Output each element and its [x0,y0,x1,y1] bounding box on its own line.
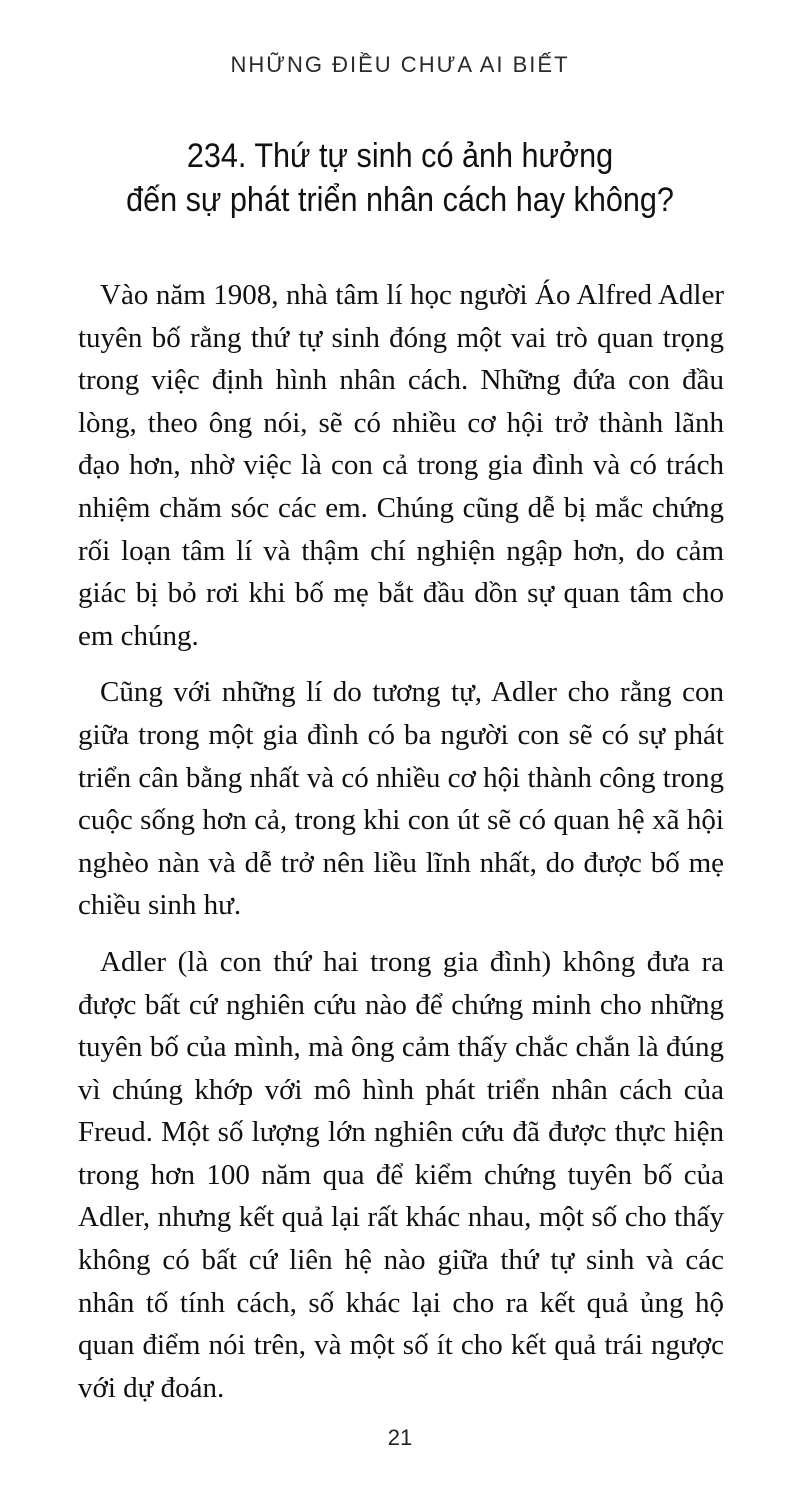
paragraph-2: Cũng với những lí do tương tự, Adler cho rằng con giữa trong một gia đình có ba người con sẽ có sự phát triển cân bằng nhất và có nhiều cơ hội thành công trong cuộc sống hơn cả, trong khi con út sẽ có quan hệ xã hội nghèo nàn và dễ trở nên liều lĩnh nhất, do được bố mẹ chiều sinh hư. [78,676,724,922]
paragraph-3: Adler (là con thứ hai trong gia đình) không đưa ra được bất cứ nghiên cứu nào để chứng minh cho những tuyên bố của mình, mà ông cảm thấy chắc chắn là đúng vì chúng khớp với mô hình phát triển nhân cách của Freud. Một số lượng lớn nghiên cứu đã được thực hiện trong hơn 100 năm qua để kiểm chứng tuyên bố của Adler, nhưng kết quả lại rất khác nhau, một số cho thấy không có bất cứ liên hệ nào giữa thứ tự sinh và các nhân tố tính cách, số khác lại cho ra kết quả ủng hộ quan điểm nói trên, và một số ít cho kết quả trái ngược với dự đoán. [78,945,724,1404]
chapter-title [94,134,706,222]
running-header: NHỮNG ĐIỀU CHƯA AI BIẾT [230,52,570,77]
paragraph-1: Vào năm 1908, nhà tâm lí học người Áo Alfred Adler tuyên bố rằng thứ tự sinh đóng một vai trò quan trọng trong việc định hình nhân cách. Những đứa con đầu lòng, theo ông nói, sẽ có nhiều cơ hội trở thành lãnh đạo hơn, nhờ việc là con cả trong gia đình và có trách nhiệm chăm sóc các em. Chúng cũng dễ bị mắc chứng rối loạn tâm lí và thậm chí nghiện ngập hơn, do cảm giác bị bỏ rơi khi bố mẹ bắt đầu dồn sự quan tâm cho em chúng. [78,279,724,652]
body-text [78,274,724,1423]
page-number: 21 [387,1425,413,1450]
chapter-title-line-1: 234. Thứ tự sinh có ảnh hưởng [186,137,614,175]
chapter-title-line-2: đến sự phát triển nhân cách hay không? [126,181,674,219]
